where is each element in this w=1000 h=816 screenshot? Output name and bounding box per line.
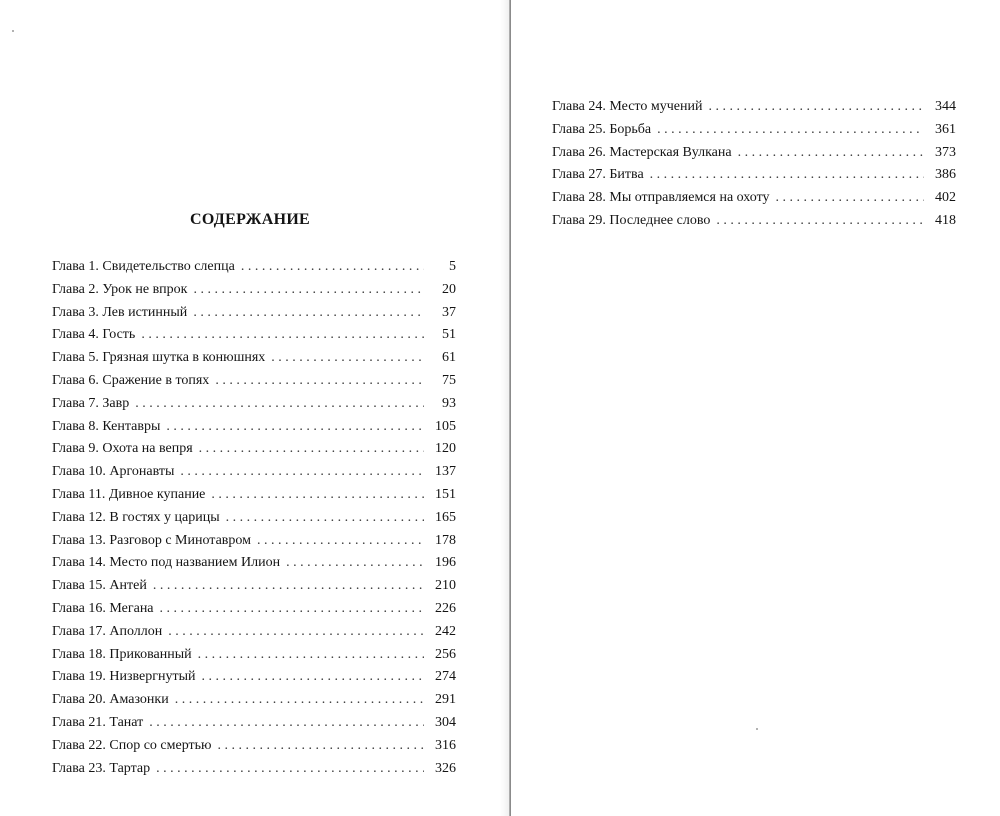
leader-dots [160, 598, 424, 621]
toc-entry-page: 316 [435, 737, 456, 753]
toc-entry-page: 242 [435, 623, 456, 639]
toc-entry-label: Глава 24. Место мучений [552, 99, 703, 114]
toc-entry-label: Глава 9. Охота на вепря [52, 441, 193, 457]
toc-entry [52, 324, 456, 347]
toc-entry [552, 187, 956, 210]
toc-entry-label: Глава 10. Аргонавты [52, 464, 175, 480]
toc-entry [52, 393, 456, 416]
toc-entry-page: 51 [442, 327, 456, 343]
contents-title: СОДЕРЖАНИЕ [190, 211, 311, 228]
toc-entry-page: 120 [435, 441, 456, 457]
toc-entry-label: Глава 5. Грязная шутка в конюшнях [52, 350, 266, 366]
toc-entry-label: Глава 2. Урок не впрок [52, 281, 188, 297]
toc-entry [52, 370, 456, 393]
toc-entry [52, 758, 456, 781]
toc-entry [52, 712, 456, 735]
toc-entry-page: 178 [435, 532, 456, 548]
leader-dots [271, 347, 424, 370]
leader-dots [135, 393, 424, 416]
toc-entry-page: 344 [935, 99, 956, 114]
toc-entry-page: 75 [442, 372, 456, 388]
leader-dots [776, 187, 924, 210]
toc-entry-label: Глава 19. Низвергнутый [52, 669, 196, 685]
toc-entry-label: Глава 20. Амазонки [52, 692, 169, 708]
leader-dots [226, 507, 424, 530]
toc-entry-page: 61 [442, 350, 456, 366]
toc-entry [52, 644, 456, 667]
paper-speck [12, 30, 14, 32]
toc-entry-page: 20 [442, 281, 456, 297]
toc-entry-page: 196 [435, 555, 456, 571]
toc-entry [52, 666, 456, 689]
leader-dots [168, 621, 424, 644]
toc-entry [552, 96, 956, 119]
toc-entry-page: 386 [935, 167, 956, 183]
toc-entry-label: Глава 21. Танат [52, 714, 144, 730]
toc-entry-page: 326 [435, 760, 456, 776]
toc-entry-page: 256 [435, 646, 456, 662]
toc-entry-page: 165 [435, 509, 456, 525]
leader-dots [180, 461, 424, 484]
toc-entry [52, 575, 456, 598]
toc-entry-page: 210 [435, 578, 456, 594]
toc-entry-label: Глава 22. Спор со смертью [52, 737, 212, 753]
toc-entry [52, 552, 456, 575]
toc-entry-page: 137 [435, 464, 456, 480]
toc-list-right [552, 96, 956, 233]
toc-entry-page: 93 [442, 395, 456, 411]
toc-entry [552, 210, 956, 233]
leader-dots [650, 164, 924, 187]
toc-entry-label: Глава 28. Мы отправляемся на охоту [552, 190, 770, 206]
leader-dots [738, 142, 924, 165]
leader-dots [218, 735, 425, 758]
toc-entry-label: Глава 4. Гость [52, 327, 136, 343]
toc-list-left [52, 256, 456, 780]
toc-entry-label: Глава 7. Завр [52, 395, 130, 411]
right-page [512, 0, 1000, 816]
toc-entry-label: Глава 23. Тартар [52, 760, 151, 776]
toc-entry-label: Глава 14. Место под названием Илион [52, 555, 281, 571]
toc-entry-label: Глава 12. В гостях у царицы [52, 509, 220, 525]
leader-dots [257, 530, 424, 553]
toc-entry [52, 598, 456, 621]
toc-entry-label: Глава 6. Сражение в топях [52, 372, 210, 388]
leader-dots [241, 256, 424, 279]
toc-entry-page: 418 [935, 212, 956, 228]
toc-entry [52, 416, 456, 439]
leader-dots [215, 370, 424, 393]
paper-speck [756, 728, 758, 730]
toc-entry-label: Глава 16. Мегана [52, 600, 154, 616]
leader-dots [149, 712, 424, 735]
leader-dots [166, 416, 424, 439]
toc-entry [52, 461, 456, 484]
leader-dots [286, 552, 424, 575]
toc-entry [52, 621, 456, 644]
toc-entry-label: Глава 13. Разговор с Минотавром [52, 532, 251, 548]
leader-dots [716, 210, 924, 233]
toc-entry-label: Глава 27. Битва [552, 167, 644, 183]
toc-entry-label: Глава 3. Лев истинный [52, 304, 188, 320]
toc-entry [552, 142, 956, 165]
toc-entry [52, 302, 456, 325]
toc-entry-page: 105 [435, 418, 456, 434]
toc-entry [552, 119, 956, 142]
leader-dots [202, 666, 424, 689]
toc-entry-page: 373 [935, 144, 956, 160]
toc-entry [552, 164, 956, 187]
toc-entry [52, 689, 456, 712]
leader-dots [708, 96, 924, 119]
toc-entry-page: 361 [935, 121, 956, 137]
toc-entry-label: Глава 26. Мастерская Вулкана [552, 144, 732, 160]
leader-dots [193, 279, 424, 302]
toc-entry-label: Глава 8. Кентавры [52, 418, 161, 434]
toc-entry-label: Глава 25. Борьба [552, 121, 652, 137]
toc-entry-label: Глава 11. Дивное купание [52, 486, 206, 502]
toc-entry [52, 735, 456, 758]
toc-entry-page: 274 [435, 669, 456, 685]
toc-entry-page: 151 [435, 486, 456, 502]
toc-entry-label: Глава 1. Свидетельство слепца [52, 259, 235, 274]
leader-dots [193, 302, 424, 325]
leader-dots [175, 689, 424, 712]
toc-entry-page: 226 [435, 600, 456, 616]
toc-entry [52, 347, 456, 370]
toc-entry-page: 291 [435, 692, 456, 708]
toc-entry [52, 507, 456, 530]
toc-entry-page: 5 [449, 259, 456, 274]
toc-entry [52, 279, 456, 302]
leader-dots [141, 324, 424, 347]
toc-entry [52, 530, 456, 553]
toc-entry-page: 402 [935, 190, 956, 206]
leader-dots [198, 644, 424, 667]
toc-entry [52, 484, 456, 507]
book-spine [509, 0, 511, 816]
toc-entry-page: 304 [435, 714, 456, 730]
leader-dots [199, 438, 424, 461]
toc-entry-label: Глава 17. Аполлон [52, 623, 163, 639]
leader-dots [657, 119, 924, 142]
book-spine-shadow [500, 0, 509, 816]
toc-entry-label: Глава 18. Прикованный [52, 646, 192, 662]
toc-entry [52, 256, 456, 279]
leader-dots [211, 484, 424, 507]
toc-entry-page: 37 [442, 304, 456, 320]
leader-dots [156, 758, 424, 781]
toc-entry-label: Глава 29. Последнее слово [552, 212, 711, 228]
toc-entry [52, 438, 456, 461]
toc-entry-label: Глава 15. Антей [52, 578, 147, 594]
leader-dots [153, 575, 424, 598]
